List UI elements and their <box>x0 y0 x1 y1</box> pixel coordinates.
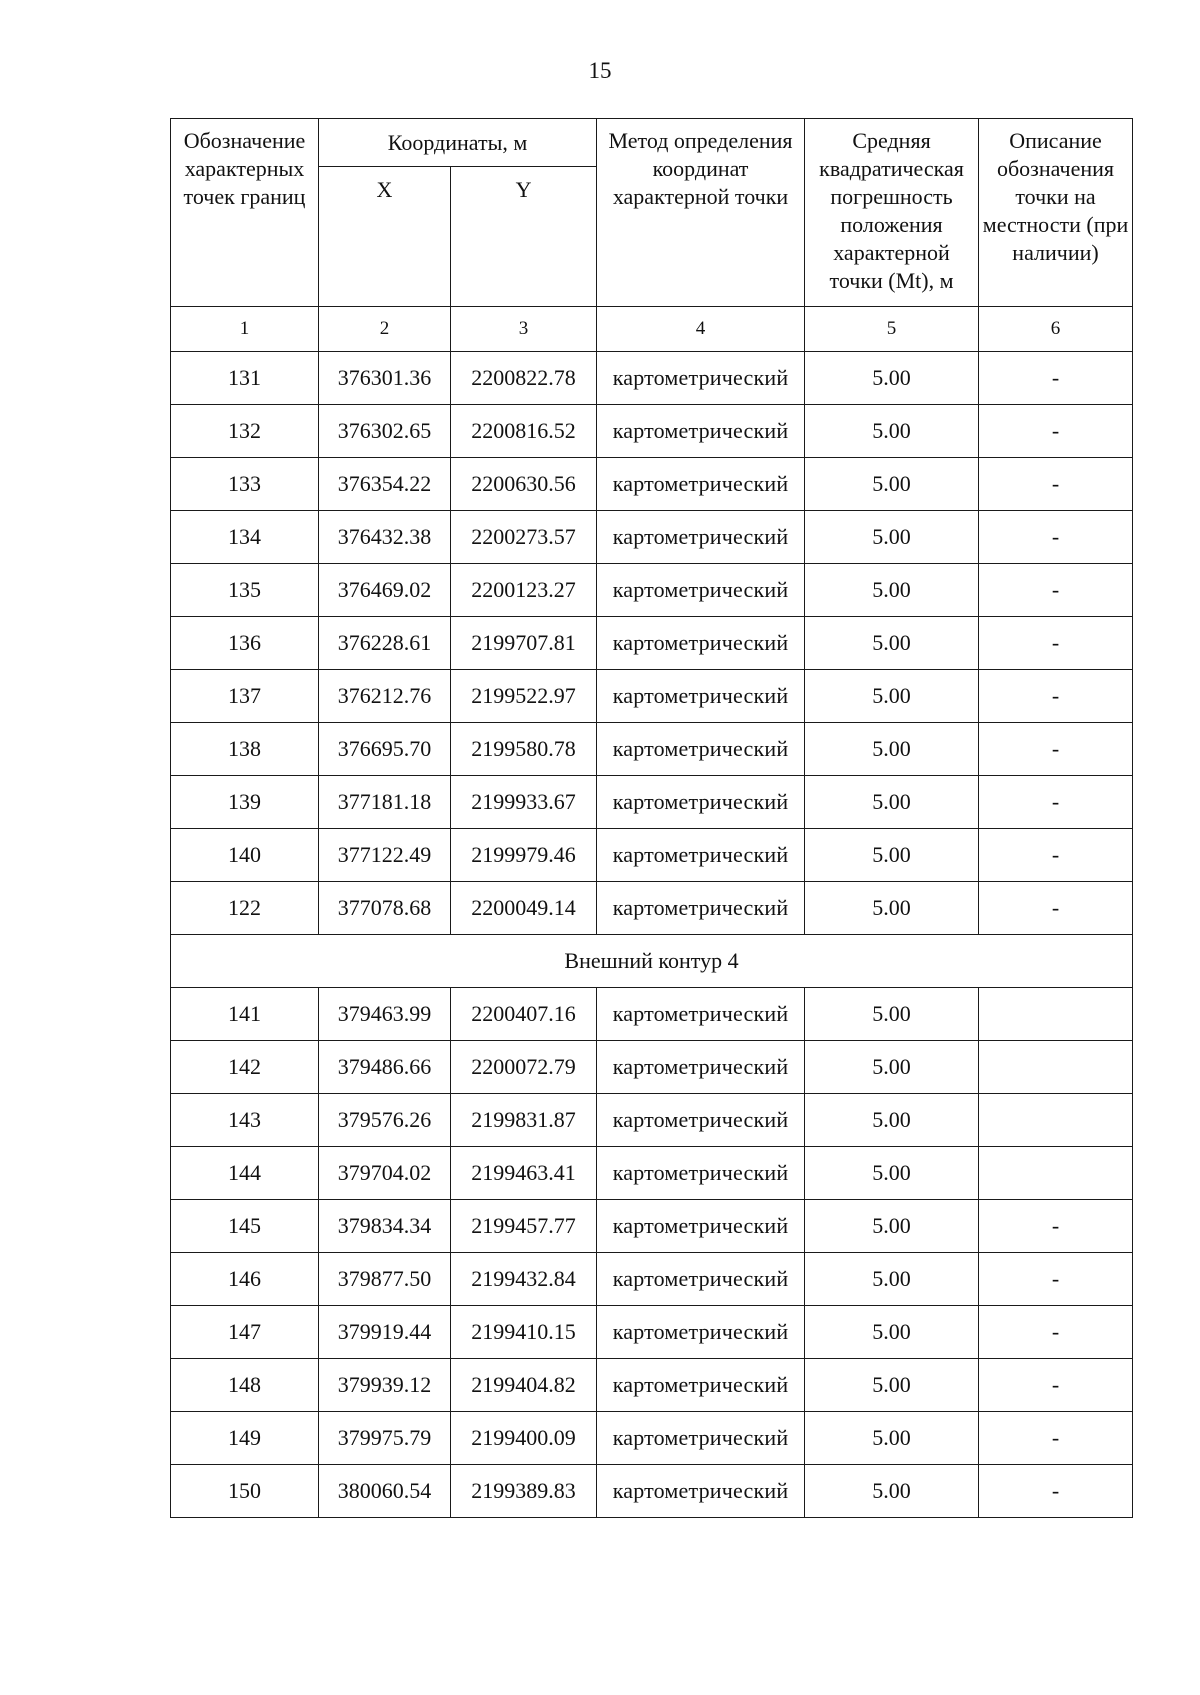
cell-mean-error: 5.00 <box>805 776 979 829</box>
cell-point-number: 137 <box>171 670 319 723</box>
cell-point-number: 150 <box>171 1465 319 1518</box>
cell-description <box>979 1147 1133 1200</box>
table-row <box>171 458 1133 511</box>
cell-point-number: 146 <box>171 1253 319 1306</box>
column-number: 3 <box>451 307 597 352</box>
contour-label: Внешний контур 4 <box>171 935 1133 988</box>
coordinates-table-container <box>170 118 1132 1518</box>
cell-x-coordinate: 376432.38 <box>319 511 451 564</box>
cell-y-coordinate: 2199389.83 <box>451 1465 597 1518</box>
cell-x-coordinate: 379704.02 <box>319 1147 451 1200</box>
table-row <box>171 882 1133 935</box>
table-row <box>171 617 1133 670</box>
table-row <box>171 829 1133 882</box>
cell-x-coordinate: 379919.44 <box>319 1306 451 1359</box>
cell-description <box>979 1094 1133 1147</box>
column-number: 4 <box>597 307 805 352</box>
cell-point-number: 133 <box>171 458 319 511</box>
column-number: 2 <box>319 307 451 352</box>
table-row <box>171 405 1133 458</box>
cell-y-coordinate: 2199707.81 <box>451 617 597 670</box>
cell-description: - <box>979 1359 1133 1412</box>
cell-point-number: 148 <box>171 1359 319 1412</box>
cell-x-coordinate: 376302.65 <box>319 405 451 458</box>
column-number: 5 <box>805 307 979 352</box>
header-y: Y <box>451 167 597 307</box>
table-row <box>171 564 1133 617</box>
cell-x-coordinate: 376212.76 <box>319 670 451 723</box>
contour-header-row <box>171 935 1133 988</box>
header-x: X <box>319 167 451 307</box>
cell-description: - <box>979 882 1133 935</box>
cell-y-coordinate: 2200123.27 <box>451 564 597 617</box>
cell-y-coordinate: 2199410.15 <box>451 1306 597 1359</box>
cell-mean-error: 5.00 <box>805 882 979 935</box>
cell-x-coordinate: 379486.66 <box>319 1041 451 1094</box>
cell-description: - <box>979 564 1133 617</box>
cell-description: - <box>979 1200 1133 1253</box>
cell-method: картометрический <box>597 564 805 617</box>
cell-x-coordinate: 377181.18 <box>319 776 451 829</box>
cell-y-coordinate: 2199400.09 <box>451 1412 597 1465</box>
cell-x-coordinate: 380060.54 <box>319 1465 451 1518</box>
cell-x-coordinate: 376354.22 <box>319 458 451 511</box>
cell-description: - <box>979 1306 1133 1359</box>
cell-x-coordinate: 376695.70 <box>319 723 451 776</box>
cell-method: картометрический <box>597 458 805 511</box>
cell-method: картометрический <box>597 776 805 829</box>
table-row <box>171 1041 1133 1094</box>
cell-x-coordinate: 376469.02 <box>319 564 451 617</box>
contour-section <box>171 935 1133 988</box>
cell-x-coordinate: 379576.26 <box>319 1094 451 1147</box>
table-row <box>171 1147 1133 1200</box>
cell-method: картометрический <box>597 1412 805 1465</box>
cell-method: картометрический <box>597 1041 805 1094</box>
table-header <box>171 119 1133 352</box>
cell-y-coordinate: 2200072.79 <box>451 1041 597 1094</box>
cell-y-coordinate: 2200407.16 <box>451 988 597 1041</box>
cell-y-coordinate: 2199404.82 <box>451 1359 597 1412</box>
cell-mean-error: 5.00 <box>805 1094 979 1147</box>
cell-point-number: 134 <box>171 511 319 564</box>
cell-description: - <box>979 776 1133 829</box>
cell-description <box>979 1041 1133 1094</box>
cell-point-number: 131 <box>171 352 319 405</box>
cell-point-number: 135 <box>171 564 319 617</box>
cell-description: - <box>979 1253 1133 1306</box>
cell-point-number: 138 <box>171 723 319 776</box>
cell-mean-error: 5.00 <box>805 511 979 564</box>
table-body-after <box>171 988 1133 1518</box>
cell-point-number: 141 <box>171 988 319 1041</box>
cell-method: картометрический <box>597 1306 805 1359</box>
cell-y-coordinate: 2200816.52 <box>451 405 597 458</box>
cell-method: картометрический <box>597 723 805 776</box>
cell-point-number: 149 <box>171 1412 319 1465</box>
cell-method: картометрический <box>597 1253 805 1306</box>
coordinates-table <box>170 118 1133 1518</box>
cell-y-coordinate: 2199457.77 <box>451 1200 597 1253</box>
table-row <box>171 988 1133 1041</box>
header-description: Описание обозначения точки на местности (при наличии) <box>979 119 1133 307</box>
table-row <box>171 670 1133 723</box>
cell-x-coordinate: 376301.36 <box>319 352 451 405</box>
cell-method: картометрический <box>597 1094 805 1147</box>
cell-x-coordinate: 377122.49 <box>319 829 451 882</box>
cell-mean-error: 5.00 <box>805 829 979 882</box>
table-row <box>171 1094 1133 1147</box>
cell-mean-error: 5.00 <box>805 1306 979 1359</box>
cell-x-coordinate: 377078.68 <box>319 882 451 935</box>
cell-mean-error: 5.00 <box>805 1359 979 1412</box>
column-number-row <box>171 307 1133 352</box>
cell-x-coordinate: 379463.99 <box>319 988 451 1041</box>
cell-mean-error: 5.00 <box>805 1147 979 1200</box>
table-row <box>171 1253 1133 1306</box>
cell-method: картометрический <box>597 882 805 935</box>
cell-y-coordinate: 2199463.41 <box>451 1147 597 1200</box>
cell-point-number: 122 <box>171 882 319 935</box>
table-row <box>171 776 1133 829</box>
cell-mean-error: 5.00 <box>805 1200 979 1253</box>
cell-x-coordinate: 379834.34 <box>319 1200 451 1253</box>
cell-point-number: 147 <box>171 1306 319 1359</box>
table-row <box>171 1200 1133 1253</box>
cell-mean-error: 5.00 <box>805 988 979 1041</box>
cell-y-coordinate: 2200630.56 <box>451 458 597 511</box>
cell-mean-error: 5.00 <box>805 1041 979 1094</box>
table-body-before <box>171 352 1133 935</box>
header-point-designation: Обозначение характерных точек границ <box>171 119 319 307</box>
cell-method: картометрический <box>597 829 805 882</box>
cell-mean-error: 5.00 <box>805 617 979 670</box>
cell-point-number: 144 <box>171 1147 319 1200</box>
cell-mean-error: 5.00 <box>805 405 979 458</box>
cell-method: картометрический <box>597 1465 805 1518</box>
cell-x-coordinate: 376228.61 <box>319 617 451 670</box>
cell-method: картометрический <box>597 405 805 458</box>
cell-y-coordinate: 2199522.97 <box>451 670 597 723</box>
cell-y-coordinate: 2199432.84 <box>451 1253 597 1306</box>
cell-point-number: 136 <box>171 617 319 670</box>
cell-y-coordinate: 2200822.78 <box>451 352 597 405</box>
cell-mean-error: 5.00 <box>805 458 979 511</box>
table-row <box>171 1412 1133 1465</box>
cell-method: картометрический <box>597 670 805 723</box>
table-row <box>171 723 1133 776</box>
cell-description: - <box>979 1465 1133 1518</box>
cell-method: картометрический <box>597 1147 805 1200</box>
cell-mean-error: 5.00 <box>805 1412 979 1465</box>
cell-y-coordinate: 2199580.78 <box>451 723 597 776</box>
column-number: 6 <box>979 307 1133 352</box>
cell-mean-error: 5.00 <box>805 564 979 617</box>
cell-mean-error: 5.00 <box>805 352 979 405</box>
cell-y-coordinate: 2199979.46 <box>451 829 597 882</box>
header-method: Метод определения координат характерной точки <box>597 119 805 307</box>
cell-point-number: 142 <box>171 1041 319 1094</box>
cell-y-coordinate: 2199831.87 <box>451 1094 597 1147</box>
cell-mean-error: 5.00 <box>805 1253 979 1306</box>
cell-description: - <box>979 829 1133 882</box>
cell-description: - <box>979 352 1133 405</box>
cell-point-number: 132 <box>171 405 319 458</box>
cell-method: картометрический <box>597 1359 805 1412</box>
cell-description: - <box>979 723 1133 776</box>
cell-method: картометрический <box>597 1200 805 1253</box>
cell-description: - <box>979 617 1133 670</box>
cell-x-coordinate: 379877.50 <box>319 1253 451 1306</box>
cell-description: - <box>979 458 1133 511</box>
cell-mean-error: 5.00 <box>805 670 979 723</box>
cell-point-number: 139 <box>171 776 319 829</box>
table-row <box>171 1306 1133 1359</box>
cell-description: - <box>979 670 1133 723</box>
header-coordinates: Координаты, м <box>319 119 597 167</box>
cell-x-coordinate: 379975.79 <box>319 1412 451 1465</box>
cell-mean-error: 5.00 <box>805 1465 979 1518</box>
cell-y-coordinate: 2200273.57 <box>451 511 597 564</box>
cell-mean-error: 5.00 <box>805 723 979 776</box>
cell-description: - <box>979 405 1133 458</box>
table-row <box>171 1359 1133 1412</box>
table-row <box>171 352 1133 405</box>
cell-method: картометрический <box>597 511 805 564</box>
table-row <box>171 1465 1133 1518</box>
cell-point-number: 143 <box>171 1094 319 1147</box>
column-number: 1 <box>171 307 319 352</box>
cell-description <box>979 988 1133 1041</box>
cell-y-coordinate: 2200049.14 <box>451 882 597 935</box>
cell-method: картометрический <box>597 352 805 405</box>
cell-method: картометрический <box>597 988 805 1041</box>
header-mean-error: Средняя квадратическая погрешность положения характерной точки (Mt), м <box>805 119 979 307</box>
cell-point-number: 140 <box>171 829 319 882</box>
cell-point-number: 145 <box>171 1200 319 1253</box>
cell-x-coordinate: 379939.12 <box>319 1359 451 1412</box>
table-row <box>171 511 1133 564</box>
cell-y-coordinate: 2199933.67 <box>451 776 597 829</box>
cell-description: - <box>979 1412 1133 1465</box>
cell-description: - <box>979 511 1133 564</box>
cell-method: картометрический <box>597 617 805 670</box>
page-number: 15 <box>588 58 612 83</box>
